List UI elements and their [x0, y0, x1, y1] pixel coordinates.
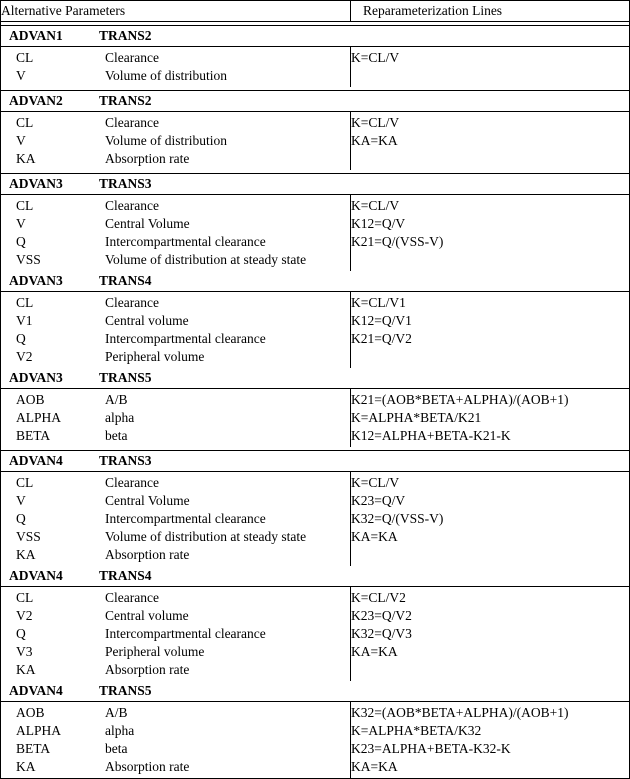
- parameter-description: Central Volume: [105, 216, 190, 231]
- parameter-row: [1, 474, 350, 492]
- reparameterization-line: K=CL/V1: [351, 295, 406, 310]
- parameter-name: VSS: [16, 529, 41, 544]
- reparameterization-line: K=CL/V: [351, 50, 400, 65]
- parameter-list: [1, 389, 351, 448]
- parameter-description: Central volume: [105, 313, 189, 328]
- parameter-name: CL: [16, 115, 34, 130]
- parameter-row: [1, 607, 350, 625]
- table-header-row: [1, 1, 630, 22]
- advan-label: ADVAN3: [9, 273, 63, 288]
- reparameterization-line: K32=Q/(VSS-V): [351, 511, 444, 526]
- reparameterization-line: K32=Q/V3: [351, 626, 412, 641]
- parameter-name: CL: [16, 295, 34, 310]
- trans-label: TRANS4: [99, 273, 152, 288]
- reparameterization-list: [351, 587, 630, 682]
- column-header-reparameterization-lines: Reparameterization Lines: [351, 1, 630, 22]
- parameter-name: AOB: [16, 392, 45, 407]
- reparameterization-line: K=CL/V: [351, 475, 400, 490]
- parameter-name: BETA: [16, 741, 51, 756]
- parameter-description: Clearance: [105, 115, 159, 130]
- section-title-row: [1, 26, 630, 47]
- advan-label: ADVAN4: [9, 453, 63, 468]
- parameter-name: V2: [16, 608, 33, 623]
- advan-label: ADVAN4: [9, 568, 63, 583]
- reparameterization-line: K23=ALPHA+BETA-K32-K: [351, 741, 511, 756]
- parameter-row: [1, 294, 350, 312]
- parameter-name: BETA: [16, 428, 51, 443]
- parameter-name: V: [16, 68, 26, 83]
- parameter-description: Volume of distribution at steady state: [105, 252, 307, 267]
- parameter-row: [1, 150, 350, 168]
- parameter-row: [1, 546, 350, 564]
- reparameterization-line: K=CL/V: [351, 198, 400, 213]
- advan-label: ADVAN4: [9, 683, 63, 698]
- parameter-row: [1, 704, 350, 722]
- parameter-row: [1, 197, 350, 215]
- parameter-name: V: [16, 133, 26, 148]
- trans-label: TRANS3: [99, 453, 152, 468]
- trans-label: TRANS3: [99, 176, 152, 191]
- parameter-name: V3: [16, 644, 33, 659]
- reparameterization-line: KA=KA: [351, 133, 398, 148]
- parameter-name: AOB: [16, 705, 45, 720]
- section-title-row: [1, 271, 630, 292]
- parameter-row: [1, 722, 350, 740]
- reparameterization-list: [351, 292, 630, 369]
- parameter-row: [1, 114, 350, 132]
- parameter-row: [1, 330, 350, 348]
- advan-label: ADVAN3: [9, 370, 63, 385]
- parameter-row: [1, 312, 350, 330]
- parameter-name: CL: [16, 50, 34, 65]
- parameter-name: Q: [16, 626, 26, 641]
- column-header-alternative-parameters: Alternative Parameters: [1, 1, 351, 22]
- parameter-row: [1, 132, 350, 150]
- parameter-description: alpha: [105, 723, 135, 738]
- parameter-description: Peripheral volume: [105, 349, 205, 364]
- parameter-description: Volume of distribution at steady state: [105, 529, 307, 544]
- parameter-description: A/B: [105, 392, 128, 407]
- parameter-list: [1, 112, 351, 171]
- section-content-row: [1, 472, 630, 567]
- parameter-name: CL: [16, 475, 34, 490]
- reparameterization-line: K32=(AOB*BETA+ALPHA)/(AOB+1): [351, 705, 569, 720]
- section-title-row: [1, 681, 630, 702]
- reparameterization-line: K21=(AOB*BETA+ALPHA)/(AOB+1): [351, 392, 569, 407]
- reparameterization-line: K12=Q/V: [351, 216, 406, 231]
- parameter-description: Absorption rate: [105, 151, 190, 166]
- parameter-row: [1, 233, 350, 251]
- parameter-description: Central volume: [105, 608, 189, 623]
- parameter-row: [1, 427, 350, 445]
- parameter-name: KA: [16, 151, 36, 166]
- reparameterization-line: K21=Q/(VSS-V): [351, 234, 444, 249]
- parameter-name: V: [16, 493, 26, 508]
- parameter-name: KA: [16, 759, 36, 774]
- section-title-row: [1, 451, 630, 472]
- parameter-name: CL: [16, 198, 34, 213]
- reparameterization-line: KA=KA: [351, 529, 398, 544]
- section-content-row: [1, 389, 630, 448]
- reparameterization-line: K=CL/V: [351, 115, 400, 130]
- trans-label: TRANS4: [99, 568, 152, 583]
- parameter-description: Volume of distribution: [105, 68, 228, 83]
- parameter-list: [1, 292, 351, 369]
- parameter-description: A/B: [105, 705, 128, 720]
- parameter-row: [1, 589, 350, 607]
- reparameterization-list: [351, 472, 630, 567]
- advan-label: ADVAN2: [9, 93, 63, 108]
- parameter-description: Peripheral volume: [105, 644, 205, 659]
- trans-label: TRANS2: [99, 93, 152, 108]
- parameter-name: CL: [16, 590, 34, 605]
- parameter-name: Q: [16, 331, 26, 346]
- table-body: [1, 22, 630, 779]
- parameter-name: ALPHA: [16, 410, 62, 425]
- parameter-description: Clearance: [105, 590, 159, 605]
- trans-label: TRANS2: [99, 28, 152, 43]
- parameter-row: [1, 67, 350, 85]
- section-content-row: [1, 47, 630, 88]
- section-title-row: [1, 368, 630, 389]
- parameter-row: [1, 740, 350, 758]
- parameter-description: Intercompartmental clearance: [105, 626, 266, 641]
- parameter-description: Clearance: [105, 475, 159, 490]
- parameter-description: alpha: [105, 410, 135, 425]
- trans-label: TRANS5: [99, 370, 152, 385]
- parameter-list: [1, 47, 351, 88]
- reparameterization-line: K21=Q/V2: [351, 331, 412, 346]
- parameter-description: Clearance: [105, 50, 159, 65]
- parameter-name: V1: [16, 313, 33, 328]
- reparameterization-line: K23=Q/V2: [351, 608, 412, 623]
- parameter-row: [1, 391, 350, 409]
- parameter-name: KA: [16, 547, 36, 562]
- reparameterization-line: K=CL/V2: [351, 590, 406, 605]
- parameter-row: [1, 643, 350, 661]
- parameter-row: [1, 251, 350, 269]
- parameter-list: [1, 472, 351, 567]
- parameter-row: [1, 492, 350, 510]
- section-content-row: [1, 195, 630, 272]
- parameter-name: KA: [16, 662, 36, 677]
- parameter-row: [1, 528, 350, 546]
- reparameterization-list: [351, 702, 630, 779]
- parameter-description: Volume of distribution: [105, 133, 228, 148]
- parameter-list: [1, 195, 351, 272]
- reparameterization-line: KA=KA: [351, 644, 398, 659]
- parameter-row: [1, 215, 350, 233]
- parameter-description: Absorption rate: [105, 547, 190, 562]
- section-content-row: [1, 702, 630, 779]
- reparameterization-list: [351, 389, 630, 448]
- reparameterization-line: K23=Q/V: [351, 493, 406, 508]
- parameter-description: Clearance: [105, 295, 159, 310]
- advan-label: ADVAN3: [9, 176, 63, 191]
- parameter-name: VSS: [16, 252, 41, 267]
- section-title-row: [1, 566, 630, 587]
- parameter-name: V: [16, 216, 26, 231]
- parameter-description: Intercompartmental clearance: [105, 331, 266, 346]
- reparameterization-line: K12=Q/V1: [351, 313, 412, 328]
- parameter-description: Absorption rate: [105, 759, 190, 774]
- parameter-row: [1, 510, 350, 528]
- section-title-row: [1, 91, 630, 112]
- section-content-row: [1, 112, 630, 171]
- parameter-description: Central Volume: [105, 493, 190, 508]
- reparameterization-line: K=ALPHA*BETA/K21: [351, 410, 482, 425]
- parameter-description: Clearance: [105, 198, 159, 213]
- reparameterization-list: [351, 47, 630, 88]
- parameter-row: [1, 49, 350, 67]
- parameter-list: [1, 702, 351, 779]
- parameter-description: Intercompartmental clearance: [105, 511, 266, 526]
- parameter-row: [1, 409, 350, 427]
- parameter-description: Intercompartmental clearance: [105, 234, 266, 249]
- parameter-name: Q: [16, 511, 26, 526]
- parameter-list: [1, 587, 351, 682]
- trans-label: TRANS5: [99, 683, 152, 698]
- parameter-row: [1, 661, 350, 679]
- parameter-name: ALPHA: [16, 723, 62, 738]
- parameter-row: [1, 625, 350, 643]
- parameter-name: V2: [16, 349, 33, 364]
- parameter-description: Absorption rate: [105, 662, 190, 677]
- section-title-row: [1, 174, 630, 195]
- parameter-description: beta: [105, 741, 128, 756]
- advan-label: ADVAN1: [9, 28, 63, 43]
- reparameterization-list: [351, 195, 630, 272]
- reparameterization-line: KA=KA: [351, 759, 398, 774]
- parameter-row: [1, 348, 350, 366]
- section-content-row: [1, 292, 630, 369]
- parameter-name: Q: [16, 234, 26, 249]
- reparameterization-line: K12=ALPHA+BETA-K21-K: [351, 428, 511, 443]
- reparameterization-line: K=ALPHA*BETA/K32: [351, 723, 482, 738]
- reparameterization-list: [351, 112, 630, 171]
- parameter-description: beta: [105, 428, 128, 443]
- parameter-row: [1, 758, 350, 776]
- section-content-row: [1, 587, 630, 682]
